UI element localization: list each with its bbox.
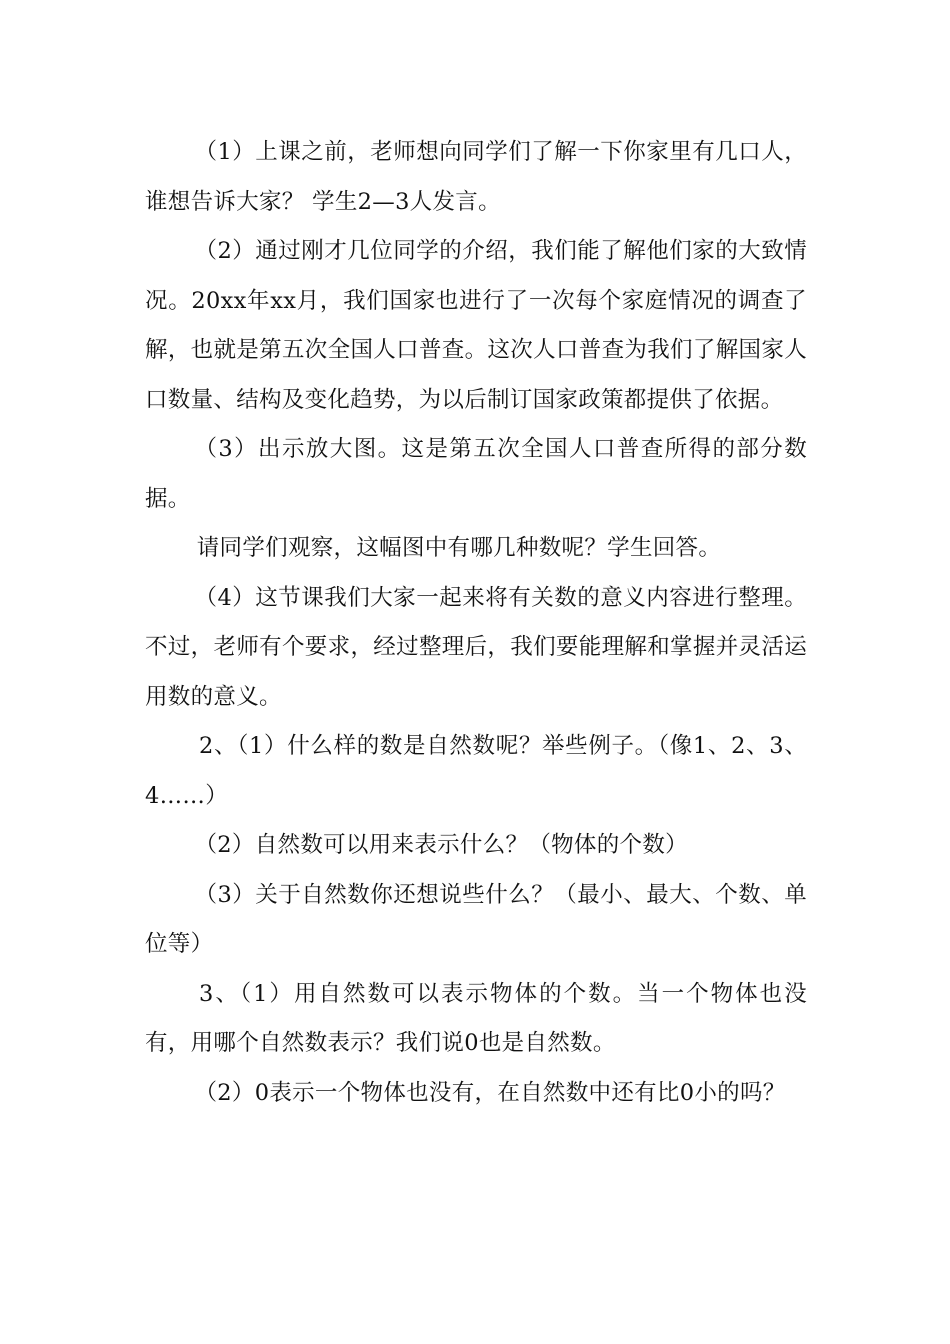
document-body [145,128,807,1118]
paragraph-7: （2）自然数可以用来表示什么？（物体的个数） [194,832,688,858]
paragraph-4: 请同学们观察，这幅图中有哪几种数呢？学生回答。 [196,535,722,561]
paragraph-10: （2）0表示一个物体也没有，在自然数中还有比0小的吗？ [194,1079,786,1106]
paragraph-2: （2）通过刚才几位同学的介绍，我们能了解他们家的大致情况。20xx年xx月，我们国家也进行了一次每个家庭情况的调查了解，也就是第五次全国人口普查。这次人口普查为我们了解国家人口数量、结构及变化趋势，为以后制订国家政策都提供了依据。 [145,238,807,413]
paragraph-3: （3）出示放大图。这是第五次全国人口普查所得的部分数据。 [145,436,807,512]
paragraph-9: 3、（1）用自然数可以表示物体的个数。当一个物体也没有，用哪个自然数表示？我们说0也是自然数。 [145,980,807,1056]
paragraph-8: （3）关于自然数你还想说些什么？（最小、最大、个数、单位等） [145,881,807,957]
paragraph-5: （4）这节课我们大家一起来将有关数的意义内容进行整理。不过，老师有个要求，经过整理后，我们要能理解和掌握并灵活运用数的意义。 [145,584,807,710]
paragraph-1: （1）上课之前，老师想向同学们了解一下你家里有几口人，谁想告诉大家？ 学生2—3人发言。 [145,139,807,215]
paragraph-6: 2、（1）什么样的数是自然数呢？举些例子。（像1、2、3、4……） [145,733,807,809]
